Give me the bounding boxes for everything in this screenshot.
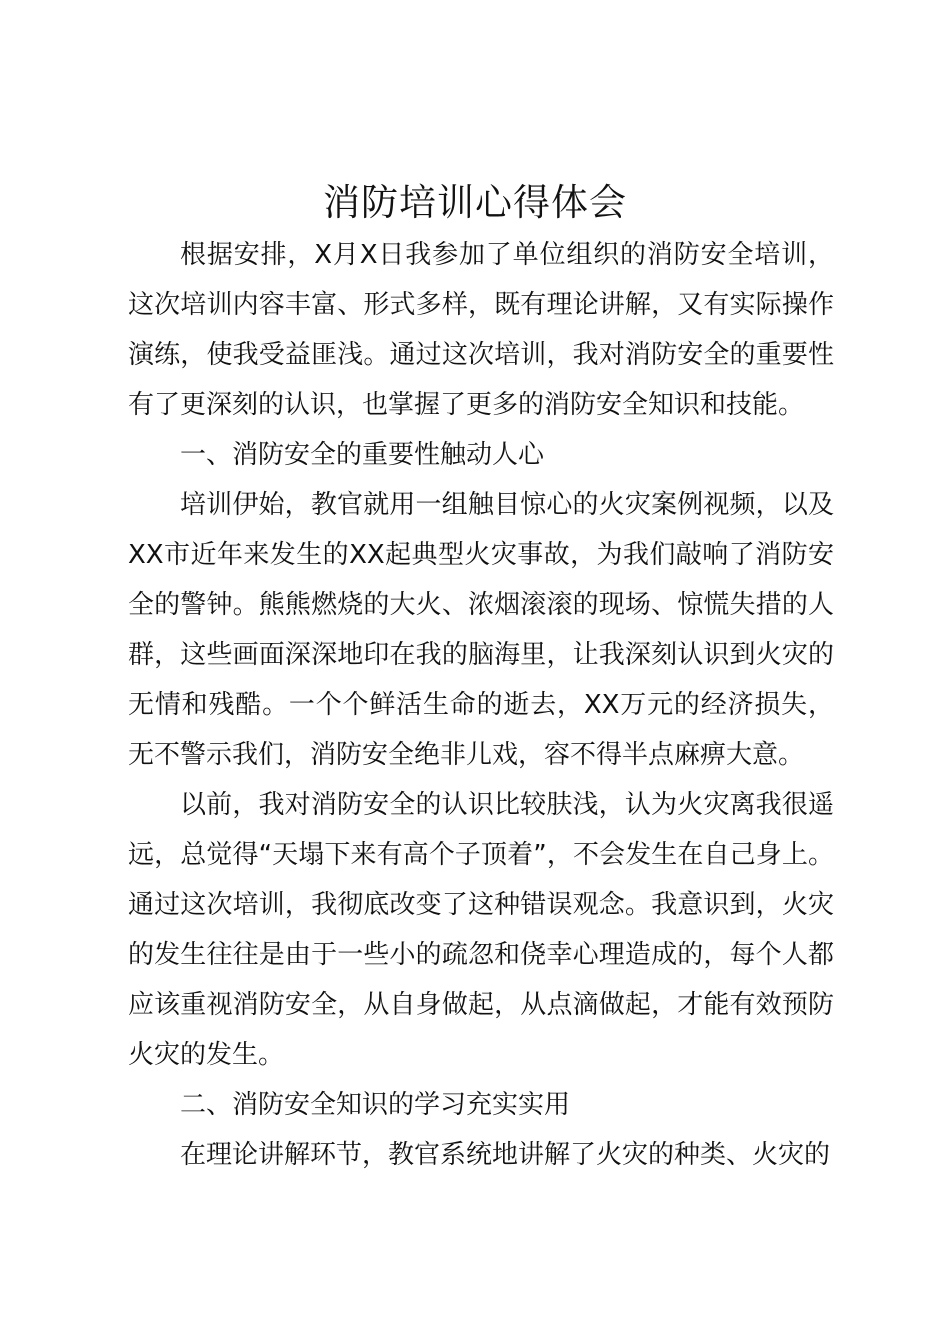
document-title: 消防培训心得体会 (323, 181, 627, 224)
document-body (128, 230, 834, 1180)
section-1-heading: 一、消防安全的重要性触动人心 (180, 440, 545, 470)
intro-paragraph: 根据安排，X月X日我参加了单位组织的消防安全培训，这次培训内容丰富、形式多样，既有理论讲解，又有实际操作演练，使我受益匪浅。通过这次培训，我对消防安全的重要性有了更深刻的认识，也掌握了更多的消防安全知识和技能。 (128, 240, 834, 420)
section-2-paragraph-1: 在理论讲解环节，教官系统地讲解了火灾的种类、火灾的 (180, 1140, 831, 1170)
section-1-paragraph-2: 以前，我对消防安全的认识比较肤浅，认为火灾离我很遥远，总觉得“天塌下来有高个子顶着”，不会发生在自己身上。通过这次培训，我彻底改变了这种错误观念。我意识到，火灾的发生往往是由于一些小的疏忽和侥幸心理造成的，每个人都应该重视消防安全，从自身做起，从点滴做起，才能有效预防火灾的发生。 (128, 790, 834, 1070)
section-1-paragraph-1: 培训伊始，教官就用一组触目惊心的火灾案例视频，以及XX市近年来发生的XX起典型火灾事故，为我们敲响了消防安全的警钟。熊熊燃烧的大火、浓烟滚滚的现场、惊慌失措的人群，这些画面深深地印在我的脑海里，让我深刻认识到火灾的无情和残酷。一个个鲜活生命的逝去，XX万元的经济损失，无不警示我们，消防安全绝非儿戏，容不得半点麻痹大意。 (128, 490, 834, 770)
section-2-heading: 二、消防安全知识的学习充实实用 (180, 1090, 571, 1120)
